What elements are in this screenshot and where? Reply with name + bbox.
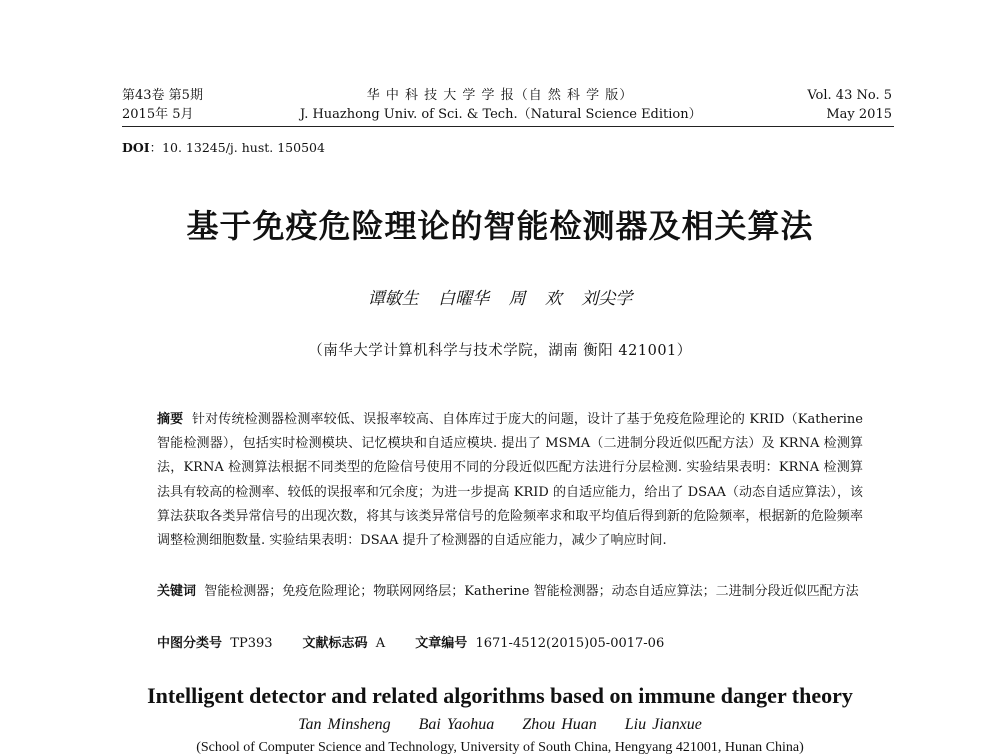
- doi-value: ：10. 13245/j. hust. 150504: [149, 140, 325, 155]
- journal-volume-issue: [122, 86, 203, 124]
- classification-info: [157, 632, 664, 651]
- clc-label: 中图分类号: [157, 636, 223, 651]
- author-en: Zhou Huan: [522, 716, 597, 733]
- abstract-cn: [157, 408, 863, 553]
- affiliation-cn: （南华大学计算机科学与技术学院，湖南 衡阳 421001）: [308, 343, 692, 359]
- year-month-cn: 2015年 5月: [122, 107, 194, 122]
- journal-name-en: J. Huazhong Univ. of Sci. & Tech.（Natural Science Edition）: [300, 107, 702, 122]
- volume-issue-cn: 第43卷 第5期: [122, 88, 203, 103]
- doi-label: DOI: [122, 140, 150, 155]
- doc-code-value: A: [375, 636, 386, 651]
- authors-cn: 谭敏生 白曜华 周 欢 刘尖学: [367, 289, 633, 309]
- author-en: Liu Jianxue: [624, 716, 702, 733]
- journal-name: [300, 86, 700, 124]
- page-title-cn: 基于免疫危险理论的智能检测器及相关算法: [186, 207, 814, 245]
- abstract-label: 摘要: [157, 412, 184, 427]
- keywords-cn: [157, 580, 863, 604]
- volume-issue-en: Vol. 43 No. 5: [807, 88, 892, 103]
- journal-volume-en: [807, 86, 892, 124]
- authors-en: [0, 716, 1000, 734]
- keywords-text: 智能检测器；免疫危险理论；物联网网络层；Katherine 智能检测器；动态自适应算法；二进制分段近似匹配方法: [204, 584, 859, 599]
- article-number-value: 1671-4512(2015)05-0017-06: [475, 636, 665, 651]
- abstract-text: 针对传统检测器检测率较低、误报率较高、自体库过于庞大的问题，设计了基于免疫危险理论的 KRID（Katherine 智能检测器），包括实时检测模块、记忆模块和自适应模块. 提出了 MSMA（二进制分段近似匹配方法）及 KRNA 检测算法，KRNA 检测算法根据不同类型的危险信号使用不同的分段近似匹配方法进行分层检测. 实验结果表明：KRNA 检测算法具有较高的检测率、较低的误报率和冗余度；为进一步提高 KRID 的自适应能力，给出了 DSAA（动态自适应算法），该算法获取各类异常信号的出现次数，将其与该类异常信号的危险频率求和取平均值后得到新的危险频率，根据新的危险频率调整检测细胞数量. 实验结果表明：DSAA 提升了检测器的自适应能力，减少了响应时间.: [157, 412, 863, 549]
- doi[interactable]: [122, 138, 325, 156]
- journal-name-cn: 华 中 科 技 大 学 学 报（自 然 科 学 版）: [366, 88, 634, 103]
- author-en: Bai Yaohua: [418, 716, 495, 733]
- month-year-en: May 2015: [826, 107, 892, 122]
- keywords-label: 关键词: [157, 584, 197, 599]
- clc-value: TP393: [230, 636, 273, 651]
- doc-code-label: 文献标志码: [302, 636, 368, 651]
- page-title-en: Intelligent detector and related algorithms based on immune danger theory: [147, 683, 853, 708]
- author-en: Tan Minsheng: [298, 716, 391, 733]
- article-number-label: 文章编号: [415, 636, 468, 651]
- header-divider: [122, 126, 894, 127]
- affiliation-en: (School of Computer Science and Technology, University of South China, Hengyang 421001, Hunan China): [196, 740, 804, 755]
